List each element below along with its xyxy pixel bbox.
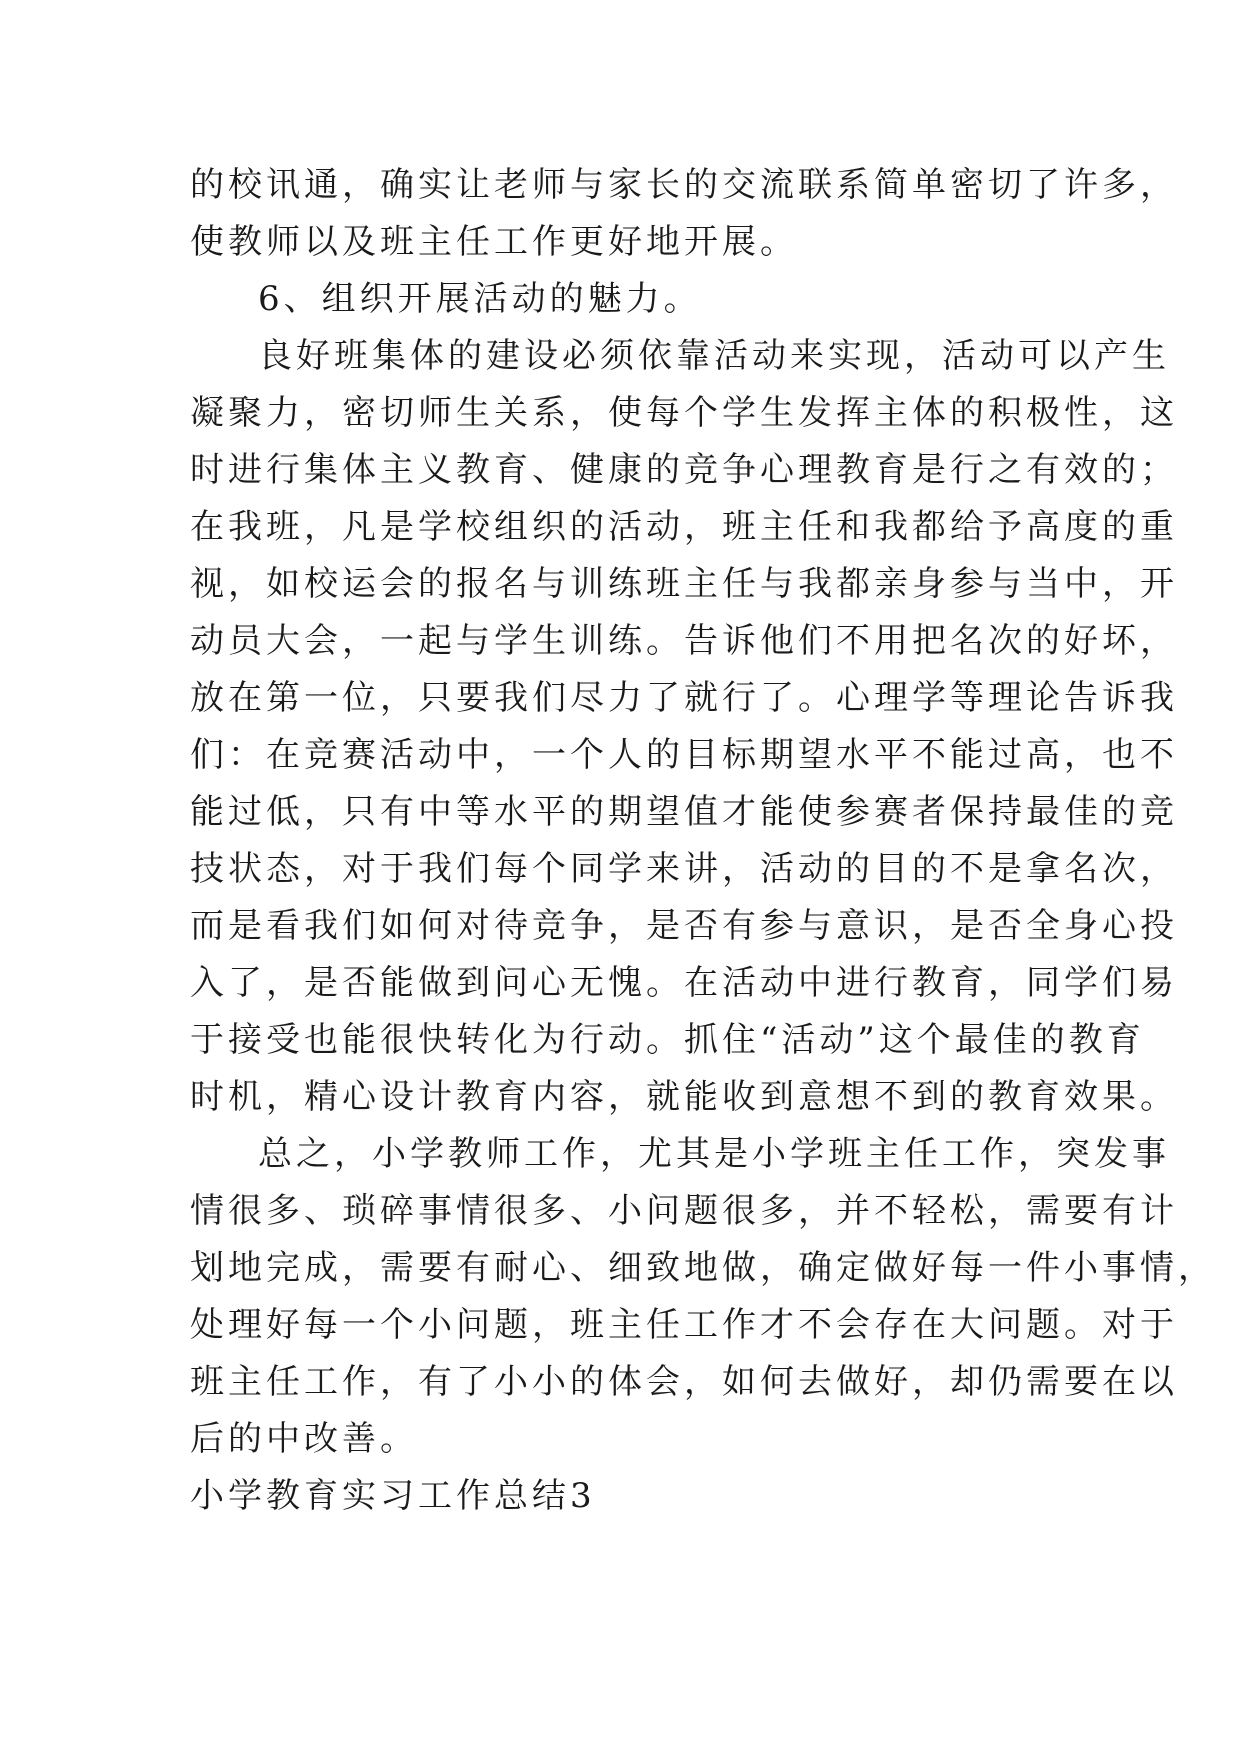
text-line: 班主任工作，有了小小的体会，如何去做好，却仍需要在以 [190, 1362, 1178, 1402]
text-line: 凝聚力，密切师生关系，使每个学生发挥主体的积极性，这 [190, 393, 1178, 433]
text-line: 在我班，凡是学校组织的活动，班主任和我都给予高度的重 [190, 507, 1178, 547]
text-line: 而是看我们如何对待竞争，是否有参与意识，是否全身心投 [190, 906, 1178, 946]
text-line: 时机，精心设计教育内容，就能收到意想不到的教育效果。 [190, 1077, 1178, 1117]
text-line: 动员大会，一起与学生训练。告诉他们不用把名次的好坏， [190, 621, 1178, 661]
text-line: 情很多、琐碎事情很多、小问题很多，并不轻松，需要有计 [190, 1191, 1178, 1231]
text-line: 技状态，对于我们每个同学来讲，活动的目的不是拿名次， [190, 849, 1178, 889]
text-line: 时进行集体主义教育、健康的竞争心理教育是行之有效的； [190, 450, 1178, 490]
text-line: 处理好每一个小问题，班主任工作才不会存在大问题。对于 [190, 1305, 1178, 1345]
paragraph-2 [190, 328, 1178, 1126]
paragraph-1 [190, 157, 1178, 271]
next-section-title: 小学教育实习工作总结3 [190, 1476, 596, 1516]
text-line: 的校讯通，确实让老师与家长的交流联系简单密切了许多， [190, 165, 1178, 205]
text-line: 们：在竞赛活动中，一个人的目标期望水平不能过高，也不 [190, 735, 1178, 775]
text-line: 入了，是否能做到问心无愧。在活动中进行教育，同学们易 [190, 963, 1178, 1003]
text-line: 后的中改善。 [190, 1419, 418, 1459]
text-line: 放在第一位，只要我们尽力了就行了。心理学等理论告诉我 [190, 678, 1178, 718]
text-line: 于接受也能很快转化为行动。抓住“活动”这个最佳的教育 [190, 1020, 1145, 1060]
paragraph-3 [190, 1126, 1216, 1468]
document-page [190, 157, 1216, 1525]
text-line: 视，如校运会的报名与训练班主任与我都亲身参与当中，开 [190, 564, 1178, 604]
section-heading: 6、组织开展活动的魅力。 [258, 279, 702, 319]
text-line: 能过低，只有中等水平的期望值才能使参赛者保持最佳的竞 [190, 792, 1178, 832]
text-line: 使教师以及班主任工作更好地开展。 [190, 222, 798, 262]
text-line: 划地完成，需要有耐心、细致地做，确定做好每一件小事情， [190, 1248, 1216, 1288]
text-line: 良好班集体的建设必须依靠活动来实现，活动可以产生 [258, 336, 1170, 376]
text-line: 总之，小学教师工作，尤其是小学班主任工作，突发事 [258, 1134, 1170, 1174]
